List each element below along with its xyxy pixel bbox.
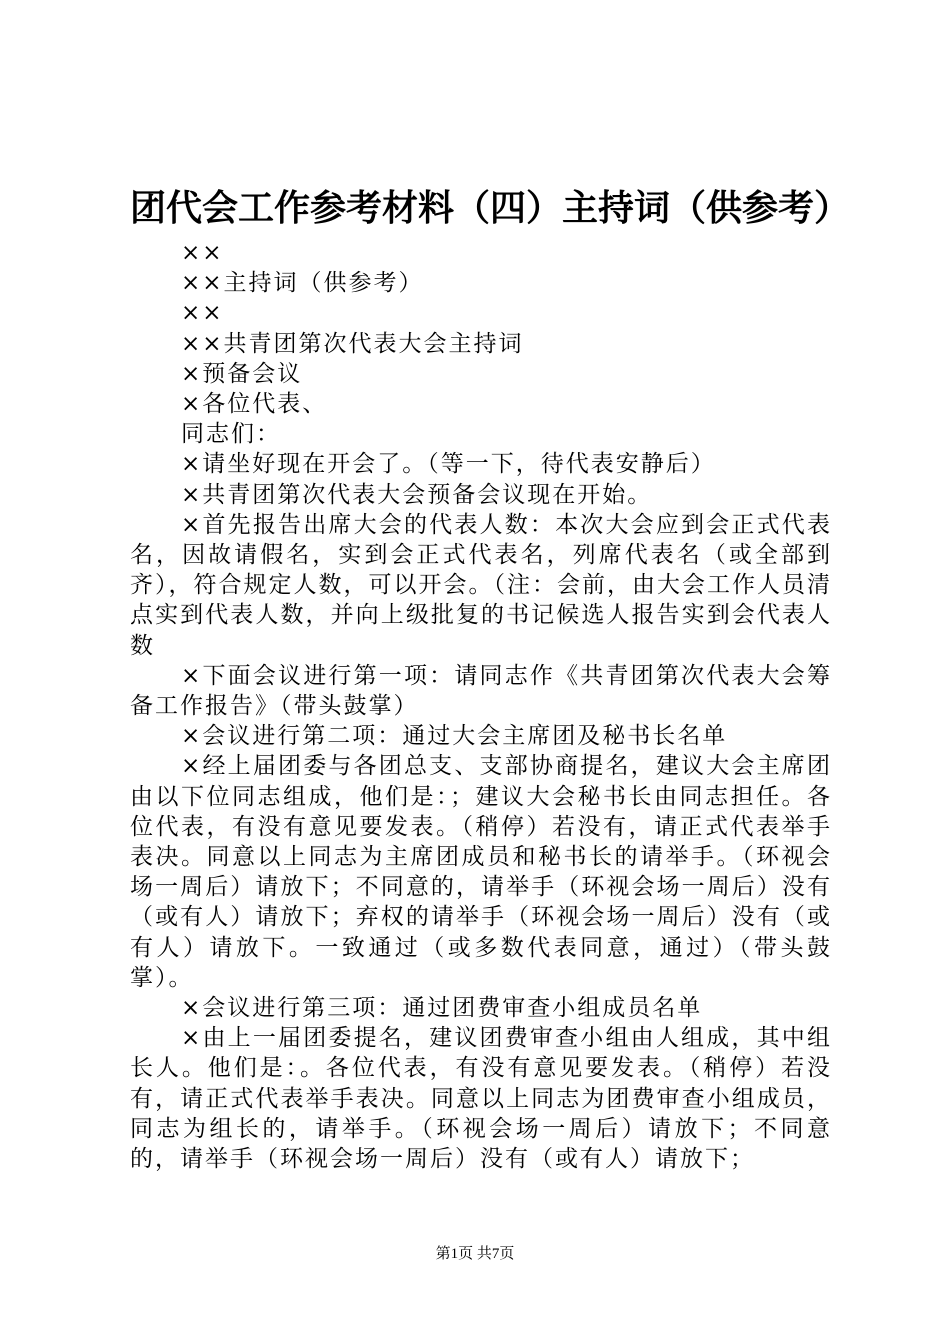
paragraph: 同志们： bbox=[181, 421, 281, 448]
page-number-footer: 第1页 共7页 bbox=[435, 1246, 515, 1262]
paragraph: ×预备会议 bbox=[181, 360, 303, 387]
paragraph: ×经上届团委与各团总支、支部协商提名，建议大会主席团由以下位同志组成，他们是：；建议大会秘书长由同志担任。各位代表，有没有意见要发表。（稍停）若没有，请正式代表举手表决。同意以上同志为主席团成员和秘书长的请举手。（环视会场一周后）请放下；不同意的，请举手（环视会场一周后）没有（或有人）请放下；弃权的请举手（环视会场一周后）没有（或有人）请放下。一致通过（或多数代表同意，通过）（带头鼓掌）。 bbox=[130, 753, 832, 991]
paragraph: ×由上一届团委提名，建议团费审查小组由人组成，其中组长人。他们是：。各位代表，有没有意见要发表。（稍停）若没有，请正式代表举手表决。同意以上同志为团费审查小组成员，同志为组长的，请举手。（环视会场一周后）请放下；不同意的，请举手（环视会场一周后）没有（或有人）请放下； bbox=[130, 1025, 832, 1173]
paragraph: ×× bbox=[181, 300, 224, 327]
paragraph: ×首先报告出席大会的代表人数：本次大会应到会正式代表名，因故请假名，实到会正式代表名，列席代表名（或全部到齐），符合规定人数，可以开会。（注：会前，由大会工作人员清点实到代表人数，并向上级批复的书记候选人报告实到会代表人数 bbox=[130, 511, 832, 659]
paragraph: ××共青团第次代表大会主持词 bbox=[181, 330, 524, 357]
document-body bbox=[130, 238, 832, 1174]
paragraph: ×会议进行第二项：通过大会主席团及秘书长名单 bbox=[181, 723, 728, 750]
paragraph: ×请坐好现在开会了。（等一下，待代表安静后） bbox=[181, 451, 716, 478]
paragraph: ×各位代表、 bbox=[181, 391, 328, 418]
paragraph: ×下面会议进行第一项：请同志作《共青团第次代表大会筹备工作报告》（带头鼓掌） bbox=[130, 662, 832, 720]
document-title: 团代会工作参考材料（四）主持词（供参考） bbox=[130, 188, 851, 229]
paragraph: ××主持词（供参考） bbox=[181, 270, 424, 297]
paragraph: ×会议进行第三项：通过团费审查小组成员名单 bbox=[181, 995, 703, 1022]
paragraph: ×共青团第次代表大会预备会议现在开始。 bbox=[181, 481, 653, 508]
paragraph: ×× bbox=[181, 240, 224, 266]
